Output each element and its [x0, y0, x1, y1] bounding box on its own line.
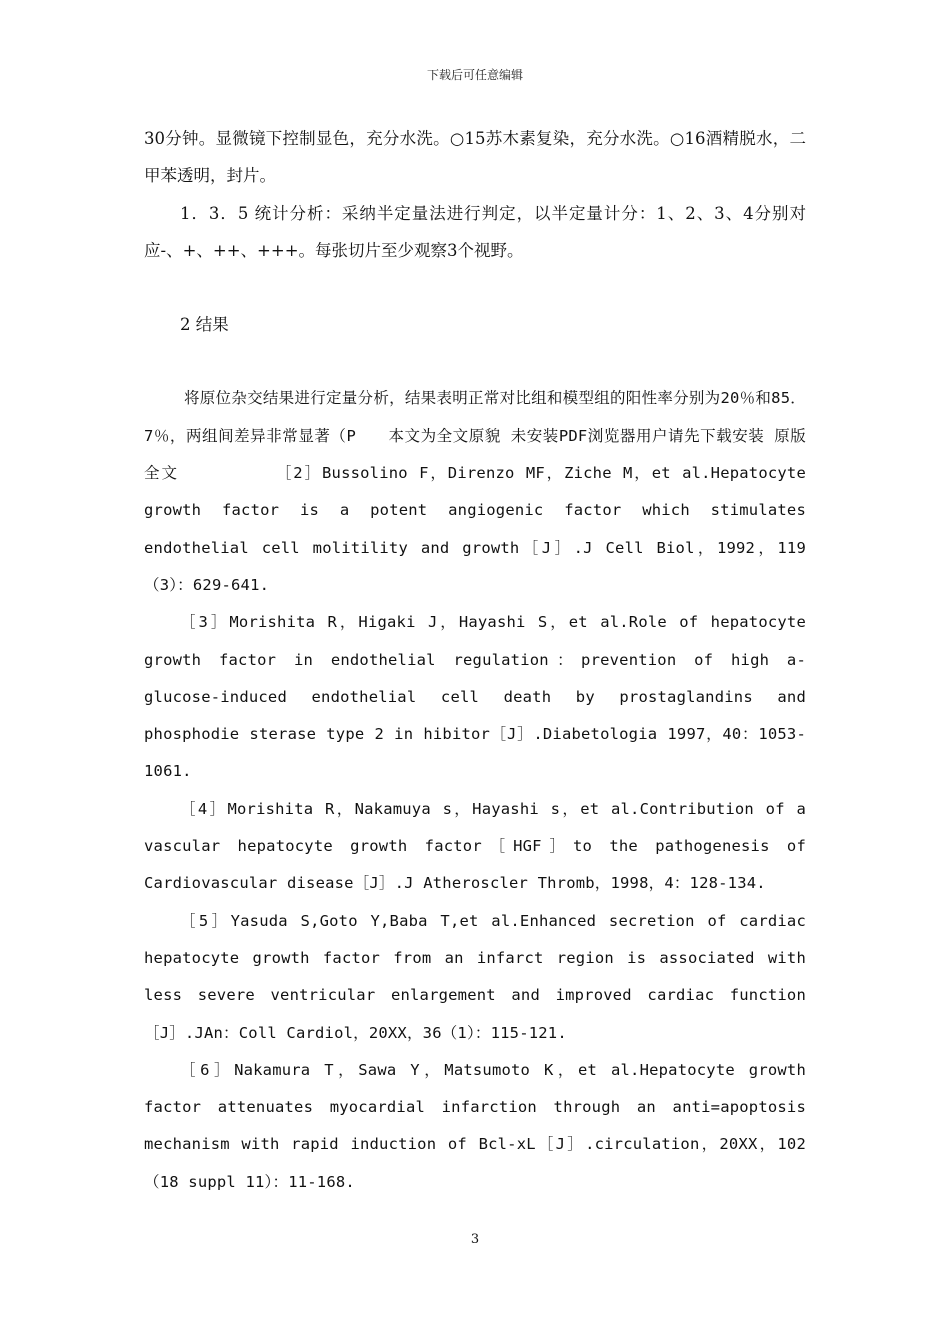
reference-5: ［5］Yasuda S,Goto Y,Baba T,et al.Enhanced secretion of cardiac hepatocyte growth factor from an infarct region is associated with less severe ventricular enlargement and improved cardiac function［J］.JAn：Coll Cardiol，20XX，36（1）：115-121. [144, 911, 806, 1042]
section-heading-results: 2 结果 [180, 315, 229, 335]
reference-3: ［3］Morishita R，Higaki J，Hayashi S，et al.Role of hepatocyte growth factor in endothelial regulation：prevention of high a-glucose-induced endothelial cell death by prostaglandins and phosphodie sterase type 2 in hibitor［J］.Diabetologia 1997，40：1053-1061. [144, 613, 806, 781]
page-header: 下载后可任意编辑 [426, 68, 523, 82]
page-number: 3 [470, 1232, 480, 1247]
reference-4: ［4］Morishita R，Nakamuya s，Hayashi s，et al.Contribution of a vascular hepatocyte growth factor［HGF］to the pathogenesis of Cardiovascular disease［J］.J Atheroscler Thromb，1998，4：128-134. [144, 799, 806, 893]
document-body [144, 120, 806, 1201]
reference-6: ［6］Nakamura T，Sawa Y，Matsumoto K，et al.Hepatocyte growth factor attenuates myocardial infarction through an anti=apoptosis mechanism with rapid induction of Bcl-xL［J］.circulation，20XX，102（18 suppl 11）：11-168. [144, 1060, 806, 1191]
paragraph-results: 将原位杂交结果进行定量分析，结果表明正常对比组和模型组的阳性率分别为20％和85．7％，两组间差异非常显著（P 本文为全文原貌 未安装PDF浏览器用户请先下载安装 原版全文 ［2］Bussolino F，Direnzo MF，Ziche M，et al.Hepatocyte growth factor is a potent angiogenic factor which stimulates endothelial cell molitility and growth［J］.J Cell Biol，1992，119（3）：629-641. [144, 389, 806, 594]
paragraph-staining-steps: 30分钟。显微镜下控制显色，充分水洗。○15苏木素复染，充分水洗。○16酒精脱水，二甲苯透明，封片。 [144, 129, 806, 186]
paragraph-statistics: 1．3．5 统计分析：采纳半定量法进行判定，以半定量计分：1、2、3、4分别对应-、+、++、+++。每张切片至少观察3个视野。 [144, 203, 806, 260]
